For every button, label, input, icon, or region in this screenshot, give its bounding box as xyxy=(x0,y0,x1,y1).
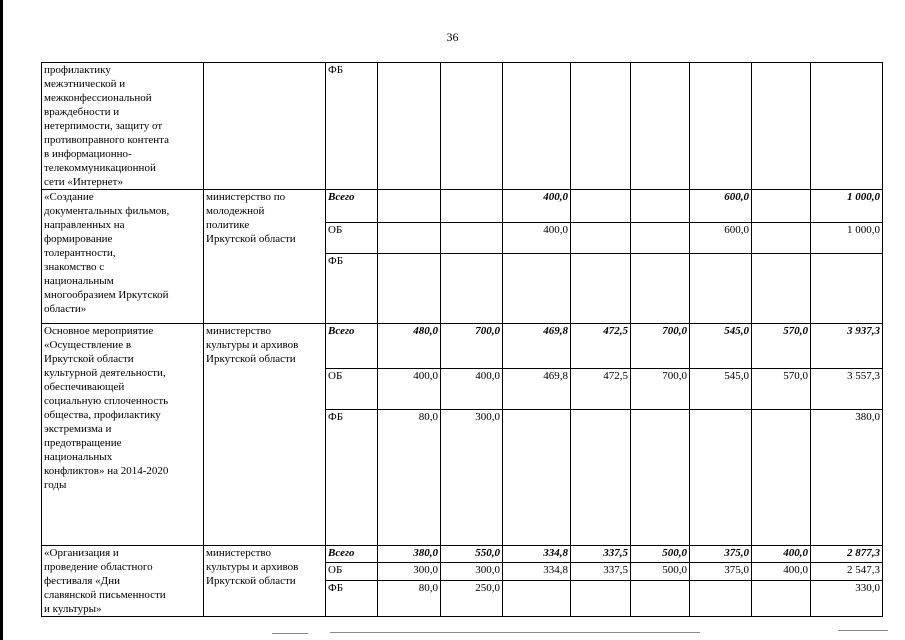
amount-cell: 375,0 xyxy=(690,546,752,563)
amount-cell xyxy=(752,190,811,223)
amount-cell xyxy=(752,223,811,254)
amount-cell xyxy=(752,63,811,190)
amount-cell xyxy=(378,254,441,324)
amount-cell xyxy=(631,223,690,254)
scan-edge-bar xyxy=(0,0,3,640)
amount-cell: 400,0 xyxy=(503,223,571,254)
amount-cell: 337,5 xyxy=(571,563,631,580)
page-number: 36 xyxy=(446,30,459,44)
activity-description: профилактику межэтнической и межконфессиональной враждебности и нетерпимости, защиту от противоправного контента в информационно- телекоммуникационной сети «Интернет» xyxy=(42,63,204,190)
table-row xyxy=(42,324,883,369)
activity-description: «Организация и проведение областного фестиваля «Дни славянской письменности и культуры» xyxy=(42,546,204,617)
amount-cell: 469,8 xyxy=(503,324,571,369)
amount-cell: 400,0 xyxy=(503,190,571,223)
amount-cell xyxy=(441,190,503,223)
amount-cell: 570,0 xyxy=(752,369,811,410)
amount-cell: 550,0 xyxy=(441,546,503,563)
scan-artifact-line xyxy=(272,633,308,634)
amount-cell xyxy=(690,254,752,324)
amount-cell xyxy=(378,63,441,190)
table-row xyxy=(42,63,883,190)
amount-cell xyxy=(752,410,811,546)
amount-cell xyxy=(631,580,690,616)
funding-source-label: ФБ xyxy=(326,580,378,616)
amount-cell: 400,0 xyxy=(752,546,811,563)
funding-source-label: ФБ xyxy=(326,254,378,324)
amount-cell: 700,0 xyxy=(631,324,690,369)
amount-cell: 545,0 xyxy=(690,369,752,410)
amount-cell: 334,8 xyxy=(503,546,571,563)
amount-cell: 400,0 xyxy=(441,369,503,410)
amount-cell xyxy=(571,63,631,190)
amount-cell xyxy=(631,254,690,324)
funding-source-label: ОБ xyxy=(326,369,378,410)
funding-source-label: Всего xyxy=(326,546,378,563)
amount-cell xyxy=(503,580,571,616)
amount-cell: 337,5 xyxy=(571,546,631,563)
amount-cell: 545,0 xyxy=(690,324,752,369)
amount-cell xyxy=(378,223,441,254)
scan-artifact-line xyxy=(330,632,700,633)
amount-cell xyxy=(378,190,441,223)
funding-source-label: Всего xyxy=(326,324,378,369)
amount-cell xyxy=(631,410,690,546)
amount-cell: 2 547,3 xyxy=(811,563,883,580)
amount-cell: 380,0 xyxy=(811,410,883,546)
amount-cell: 334,8 xyxy=(503,563,571,580)
amount-cell xyxy=(571,254,631,324)
funding-source-label: ФБ xyxy=(326,63,378,190)
amount-cell xyxy=(503,63,571,190)
amount-cell: 1 000,0 xyxy=(811,190,883,223)
amount-cell: 3 557,3 xyxy=(811,369,883,410)
amount-cell xyxy=(811,63,883,190)
budget-table xyxy=(41,62,883,617)
amount-cell xyxy=(441,63,503,190)
amount-cell: 2 877,3 xyxy=(811,546,883,563)
table-row xyxy=(42,190,883,223)
scan-artifact-line xyxy=(838,630,888,631)
amount-cell: 1 000,0 xyxy=(811,223,883,254)
amount-cell xyxy=(441,223,503,254)
amount-cell: 380,0 xyxy=(378,546,441,563)
amount-cell xyxy=(752,580,811,616)
amount-cell: 80,0 xyxy=(378,580,441,616)
amount-cell: 3 937,3 xyxy=(811,324,883,369)
activity-description: «Создание документальных фильмов, направленных на формирование толерантности, знакомство с национальным многообразием Иркутской области» xyxy=(42,190,204,324)
executor-cell: министерство культуры и архивов Иркутской области xyxy=(204,324,326,546)
amount-cell xyxy=(811,254,883,324)
amount-cell xyxy=(690,580,752,616)
amount-cell: 480,0 xyxy=(378,324,441,369)
amount-cell xyxy=(571,223,631,254)
amount-cell: 500,0 xyxy=(631,546,690,563)
funding-source-label: ОБ xyxy=(326,563,378,580)
amount-cell xyxy=(752,254,811,324)
amount-cell: 570,0 xyxy=(752,324,811,369)
executor-cell xyxy=(204,63,326,190)
amount-cell: 300,0 xyxy=(441,563,503,580)
amount-cell xyxy=(690,63,752,190)
executor-cell: министерство по молодежной политике Иркутской области xyxy=(204,190,326,324)
amount-cell xyxy=(441,254,503,324)
amount-cell: 250,0 xyxy=(441,580,503,616)
amount-cell: 700,0 xyxy=(441,324,503,369)
amount-cell: 330,0 xyxy=(811,580,883,616)
amount-cell xyxy=(571,190,631,223)
amount-cell: 80,0 xyxy=(378,410,441,546)
amount-cell: 600,0 xyxy=(690,190,752,223)
amount-cell: 472,5 xyxy=(571,369,631,410)
amount-cell xyxy=(631,190,690,223)
activity-description: Основное мероприятие «Осуществление в Иркутской области культурной деятельности, обеспечивающей социальную сплоченность общества, профилактику экстремизма и предотвращение национальных конфликтов» на 2014-2020 годы xyxy=(42,324,204,546)
amount-cell: 469,8 xyxy=(503,369,571,410)
amount-cell xyxy=(690,410,752,546)
amount-cell xyxy=(571,410,631,546)
amount-cell: 500,0 xyxy=(631,563,690,580)
amount-cell xyxy=(631,63,690,190)
amount-cell xyxy=(503,410,571,546)
amount-cell: 700,0 xyxy=(631,369,690,410)
amount-cell xyxy=(571,580,631,616)
executor-cell: министерство культуры и архивов Иркутской области xyxy=(204,546,326,617)
funding-source-label: ОБ xyxy=(326,223,378,254)
amount-cell: 300,0 xyxy=(378,563,441,580)
amount-cell: 375,0 xyxy=(690,563,752,580)
amount-cell: 600,0 xyxy=(690,223,752,254)
amount-cell: 400,0 xyxy=(752,563,811,580)
amount-cell: 400,0 xyxy=(378,369,441,410)
funding-source-label: Всего xyxy=(326,190,378,223)
table-row xyxy=(42,546,883,563)
amount-cell xyxy=(503,254,571,324)
funding-source-label: ФБ xyxy=(326,410,378,546)
amount-cell: 472,5 xyxy=(571,324,631,369)
amount-cell: 300,0 xyxy=(441,410,503,546)
